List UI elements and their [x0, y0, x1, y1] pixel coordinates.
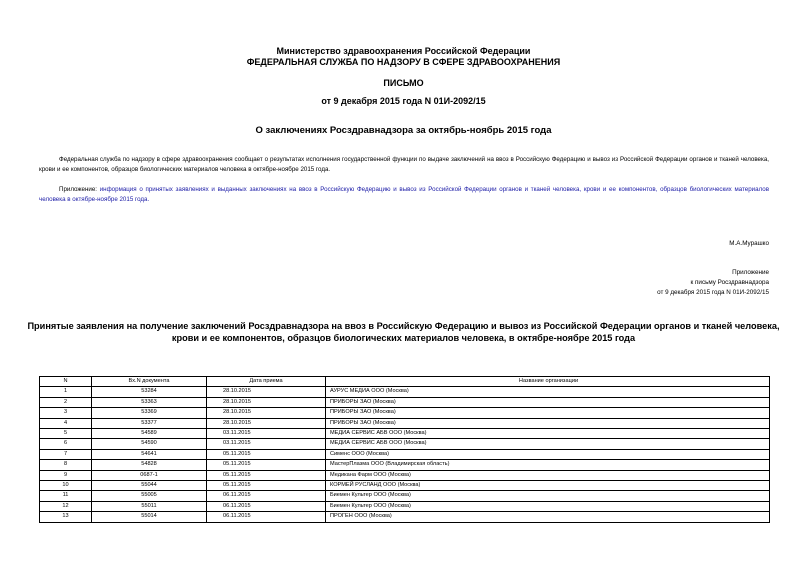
- cell-date: 05.11.2015: [207, 449, 326, 459]
- appendix-prefix: Приложение:: [59, 186, 100, 193]
- table-row: [40, 512, 770, 522]
- cell-number: 7: [40, 449, 92, 459]
- cell-date: 05.11.2015: [207, 481, 326, 491]
- column-header-number: N: [40, 377, 92, 387]
- cell-organization: КОРМЕЙ РУСЛАНД ООО (Москва): [326, 481, 770, 491]
- cell-organization: ПРИБОРЫ ЗАО (Москва): [326, 397, 770, 407]
- column-header-organization: Название организации: [326, 377, 770, 387]
- appendix-link[interactable]: информация о принятых заявлениях и выданных заключениях на ввоз в Российскую Федерацию и вывоз из Российской Федерации органов и тканей человека, крови и ее компонентов, образцов биологических материалов человека в октябре-ноябре 2015 года.: [39, 186, 769, 203]
- table-row: [40, 387, 770, 397]
- table-body: [40, 387, 770, 522]
- cell-organization: АУРУС МЕДИА ООО (Москва): [326, 387, 770, 397]
- cell-organization: МЕДИА СЕРВИС АБВ ООО (Москва): [326, 439, 770, 449]
- cell-doc-number: 55014: [92, 512, 207, 522]
- cell-date: 05.11.2015: [207, 460, 326, 470]
- cell-organization: Биемен Культер ООО (Москва): [326, 491, 770, 501]
- cell-doc-number: 55011: [92, 501, 207, 511]
- letter-subject: О заключениях Росздравнадзора за октябрь-ноябрь 2015 года: [255, 125, 552, 136]
- cell-number: 5: [40, 429, 92, 439]
- cell-date: 03.11.2015: [207, 429, 326, 439]
- cell-number: 6: [40, 439, 92, 449]
- applications-table: [39, 376, 770, 523]
- table-header-row: [40, 377, 770, 387]
- cell-doc-number: 54641: [92, 449, 207, 459]
- table-row: [40, 418, 770, 428]
- cell-organization: ПРИБОРЫ ЗАО (Москва): [326, 408, 770, 418]
- service-name: ФЕДЕРАЛЬНАЯ СЛУЖБА ПО НАДЗОРУ В СФЕРЕ ЗДРАВООХРАНЕНИЯ: [246, 57, 561, 67]
- cell-number: 1: [40, 387, 92, 397]
- appendix-paragraph: [39, 185, 769, 205]
- cell-date: 28.10.2015: [207, 418, 326, 428]
- cell-number: 4: [40, 418, 92, 428]
- cell-organization: Сименс ООО (Москва): [326, 449, 770, 459]
- cell-doc-number: 53377: [92, 418, 207, 428]
- cell-date: 06.11.2015: [207, 501, 326, 511]
- table-row: [40, 491, 770, 501]
- table-row: [40, 429, 770, 439]
- cell-number: 9: [40, 470, 92, 480]
- cell-date: 03.11.2015: [207, 439, 326, 449]
- table-row: [40, 481, 770, 491]
- table-row: [40, 470, 770, 480]
- cell-doc-number: 54589: [92, 429, 207, 439]
- document-type: ПИСЬМО: [383, 78, 424, 88]
- cell-doc-number: 53369: [92, 408, 207, 418]
- cell-organization: ПРИБОРЫ ЗАО (Москва): [326, 418, 770, 428]
- cell-organization: МЕДИА СЕРВИС АБВ ООО (Москва): [326, 429, 770, 439]
- cell-organization: Медикана Фарм ООО (Москва): [326, 470, 770, 480]
- table-row: [40, 439, 770, 449]
- cell-date: 05.11.2015: [207, 470, 326, 480]
- cell-number: 11: [40, 491, 92, 501]
- cell-date: 28.10.2015: [207, 387, 326, 397]
- cell-doc-number: 53284: [92, 387, 207, 397]
- table-row: [40, 397, 770, 407]
- cell-date: 28.10.2015: [207, 397, 326, 407]
- cell-number: 2: [40, 397, 92, 407]
- table-row: [40, 501, 770, 511]
- appendix-line: Приложение: [732, 269, 769, 276]
- cell-number: 10: [40, 481, 92, 491]
- table-row: [40, 460, 770, 470]
- signature: М.А.Мурашко: [729, 240, 769, 247]
- cell-organization: ПРОГЕН ООО (Москва): [326, 512, 770, 522]
- cell-date: 06.11.2015: [207, 512, 326, 522]
- appendix-line: от 9 декабря 2015 года N 01И-2092/15: [657, 289, 769, 296]
- cell-number: 13: [40, 512, 92, 522]
- cell-doc-number: 0687-1: [92, 470, 207, 480]
- table-title: Принятые заявления на получение заключений Росздравнадзора на ввоз в Российскую Федерацию и вывоз из Российской Федерации органов и тканей человека, крови и ее компонентов, образцов биологических материалов человека, в октябре-ноябре 2015 года: [27, 321, 780, 343]
- cell-doc-number: 55005: [92, 491, 207, 501]
- cell-doc-number: 55044: [92, 481, 207, 491]
- cell-number: 12: [40, 501, 92, 511]
- cell-doc-number: 53363: [92, 397, 207, 407]
- ministry-name: Министерство здравоохранения Российской Федерации: [276, 46, 531, 56]
- column-header-date: Дата приема: [207, 377, 326, 387]
- column-header-doc-number: Вх.N документа: [92, 377, 207, 387]
- cell-doc-number: 54590: [92, 439, 207, 449]
- table-row: [40, 408, 770, 418]
- body-paragraph: Федеральная служба по надзору в сфере здравоохранения сообщает о результатах исполнения государственной функции по выдаче заключений на ввоз в Российскую Федерацию и вывоз из Российской Федерации органов и тканей человека, крови и ее компонентов, образцов биологических материалов человека в октябре-ноябре 2015 года.: [39, 156, 769, 173]
- cell-organization: Биемен Культер ООО (Москва): [326, 501, 770, 511]
- cell-number: 3: [40, 408, 92, 418]
- cell-organization: МастерПлазма ООО (Владимирская область): [326, 460, 770, 470]
- appendix-reference: [657, 268, 769, 298]
- cell-number: 8: [40, 460, 92, 470]
- appendix-line: к письму Росздравнадзора: [690, 279, 769, 286]
- letter-date-number: от 9 декабря 2015 года N 01И-2092/15: [321, 96, 486, 106]
- cell-doc-number: 54828: [92, 460, 207, 470]
- cell-date: 28.10.2015: [207, 408, 326, 418]
- table-row: [40, 449, 770, 459]
- cell-date: 06.11.2015: [207, 491, 326, 501]
